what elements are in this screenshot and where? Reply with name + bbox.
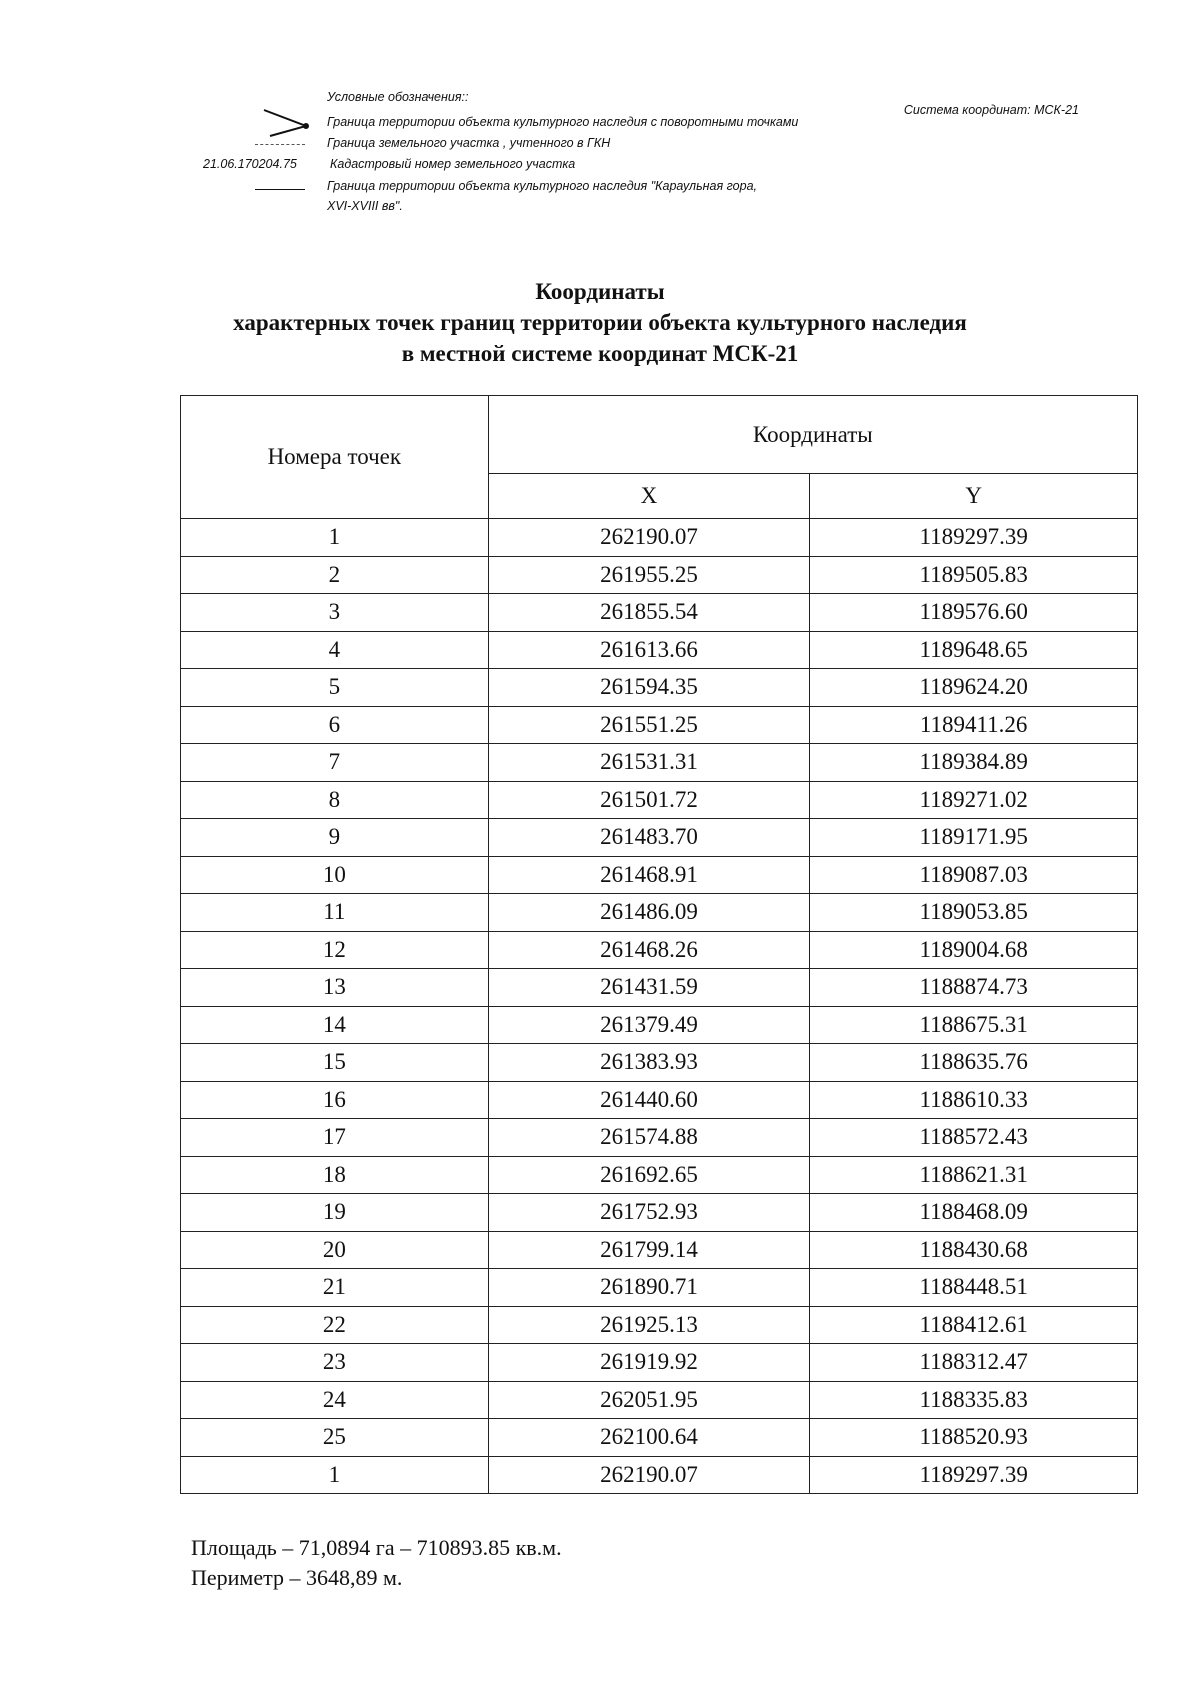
- cell-y: 1188635.76: [810, 1044, 1138, 1082]
- title-line-1: Координаты: [535, 279, 665, 304]
- header-x: X: [488, 474, 810, 519]
- table-row: [181, 1419, 1138, 1457]
- coord-system-label: Система координат: МСК-21: [903, 103, 1079, 117]
- solid-line-icon: [255, 189, 305, 190]
- header-points: Номера точек: [181, 396, 489, 519]
- legend-heading: Условные обозначения::: [327, 90, 469, 104]
- cell-y: 1189087.03: [810, 856, 1138, 894]
- table-row: [181, 1081, 1138, 1119]
- cell-point: 14: [181, 1006, 489, 1044]
- cell-x: 261531.31: [488, 744, 810, 782]
- cell-y: 1189648.65: [810, 631, 1138, 669]
- cell-point: 15: [181, 1044, 489, 1082]
- table-row: [181, 556, 1138, 594]
- table-row: [181, 1044, 1138, 1082]
- table-row: [181, 1381, 1138, 1419]
- cell-point: 24: [181, 1381, 489, 1419]
- cell-y: 1189576.60: [810, 594, 1138, 632]
- cell-y: 1188572.43: [810, 1119, 1138, 1157]
- cell-x: 262190.07: [488, 519, 810, 557]
- table-row: [181, 1306, 1138, 1344]
- dashed-line-icon: [255, 144, 305, 145]
- cell-y: 1188448.51: [810, 1269, 1138, 1307]
- cell-point: 8: [181, 781, 489, 819]
- cell-point: 20: [181, 1231, 489, 1269]
- cell-y: 1189053.85: [810, 894, 1138, 932]
- table-row: [181, 669, 1138, 707]
- cell-x: 261379.49: [488, 1006, 810, 1044]
- table-row: [181, 1269, 1138, 1307]
- cell-point: 13: [181, 969, 489, 1007]
- cell-y: 1188520.93: [810, 1419, 1138, 1457]
- cell-point: 10: [181, 856, 489, 894]
- cell-x: 261468.26: [488, 931, 810, 969]
- cell-y: 1188610.33: [810, 1081, 1138, 1119]
- cell-x: 261890.71: [488, 1269, 810, 1307]
- cell-y: 1188430.68: [810, 1231, 1138, 1269]
- cell-x: 261799.14: [488, 1231, 810, 1269]
- cell-y: 1188412.61: [810, 1306, 1138, 1344]
- legend-item-3: Кадастровый номер земельного участка: [330, 157, 576, 171]
- cell-y: 1189505.83: [810, 556, 1138, 594]
- cell-point: 22: [181, 1306, 489, 1344]
- table-row: [181, 931, 1138, 969]
- coordinates-table: [180, 395, 1138, 1494]
- header-coords: Координаты: [488, 396, 1137, 474]
- table-row: [181, 1344, 1138, 1382]
- cell-point: 23: [181, 1344, 489, 1382]
- cell-y: 1188621.31: [810, 1156, 1138, 1194]
- cell-y: 1189271.02: [810, 781, 1138, 819]
- cell-x: 261613.66: [488, 631, 810, 669]
- cell-y: 1188468.09: [810, 1194, 1138, 1232]
- cell-y: 1188335.83: [810, 1381, 1138, 1419]
- table-row: [181, 781, 1138, 819]
- cell-x: 261594.35: [488, 669, 810, 707]
- cell-x: 261925.13: [488, 1306, 810, 1344]
- cell-y: 1188675.31: [810, 1006, 1138, 1044]
- cell-point: 12: [181, 931, 489, 969]
- table-row: [181, 519, 1138, 557]
- cell-x: 261468.91: [488, 856, 810, 894]
- cell-point: 7: [181, 744, 489, 782]
- table-row: [181, 1006, 1138, 1044]
- perimeter-text: Периметр – 3648,89 м.: [191, 1565, 403, 1590]
- cell-point: 4: [181, 631, 489, 669]
- table-row: [181, 1231, 1138, 1269]
- table-row: [181, 819, 1138, 857]
- cell-x: 261483.70: [488, 819, 810, 857]
- cell-x: 261855.54: [488, 594, 810, 632]
- table-row: [181, 969, 1138, 1007]
- table-row: [181, 631, 1138, 669]
- cell-point: 1: [181, 1456, 489, 1494]
- cell-y: 1189411.26: [810, 706, 1138, 744]
- cell-y: 1189004.68: [810, 931, 1138, 969]
- cell-x: 261431.59: [488, 969, 810, 1007]
- table-row: [181, 744, 1138, 782]
- table-row: [181, 1194, 1138, 1232]
- legend-item-4: Граница территории объекта культурного наследия "Караульная гора,: [327, 179, 758, 193]
- cell-point: 9: [181, 819, 489, 857]
- cell-x: 261919.92: [488, 1344, 810, 1382]
- cell-point: 1: [181, 519, 489, 557]
- cadastral-number-sample: 21.06.170204.75: [203, 157, 297, 171]
- table-row: [181, 1119, 1138, 1157]
- cell-x: 261955.25: [488, 556, 810, 594]
- cell-y: 1189624.20: [810, 669, 1138, 707]
- header-y: Y: [810, 474, 1138, 519]
- table-row: [181, 1156, 1138, 1194]
- cell-y: 1189171.95: [810, 819, 1138, 857]
- cell-x: 262190.07: [488, 1456, 810, 1494]
- cell-x: 262100.64: [488, 1419, 810, 1457]
- cell-x: 261501.72: [488, 781, 810, 819]
- legend-item-1: Граница территории объекта культурного наследия с поворотными точками: [327, 115, 799, 129]
- cell-point: 5: [181, 669, 489, 707]
- legend-item-4-cont: XVI-XVIII вв".: [327, 199, 403, 213]
- cell-point: 6: [181, 706, 489, 744]
- cell-x: 261574.88: [488, 1119, 810, 1157]
- cell-y: 1188312.47: [810, 1344, 1138, 1382]
- area-text: Площадь – 71,0894 га – 710893.85 кв.м.: [191, 1535, 562, 1560]
- title-line-3: в местной системе координат МСК-21: [401, 341, 799, 366]
- cell-point: 25: [181, 1419, 489, 1457]
- cell-x: 262051.95: [488, 1381, 810, 1419]
- cell-y: 1189297.39: [810, 1456, 1138, 1494]
- cell-point: 3: [181, 594, 489, 632]
- cell-x: 261692.65: [488, 1156, 810, 1194]
- cell-y: 1188874.73: [810, 969, 1138, 1007]
- table-row: [181, 594, 1138, 632]
- cell-point: 19: [181, 1194, 489, 1232]
- cell-point: 17: [181, 1119, 489, 1157]
- table-row: [181, 894, 1138, 932]
- cell-x: 261551.25: [488, 706, 810, 744]
- cell-y: 1189384.89: [810, 744, 1138, 782]
- cell-point: 2: [181, 556, 489, 594]
- arrow-boundary-icon: [262, 108, 312, 138]
- cell-x: 261486.09: [488, 894, 810, 932]
- cell-point: 18: [181, 1156, 489, 1194]
- cell-x: 261440.60: [488, 1081, 810, 1119]
- cell-x: 261752.93: [488, 1194, 810, 1232]
- title-line-2: характерных точек границ территории объекта культурного наследия: [233, 310, 967, 335]
- cell-point: 21: [181, 1269, 489, 1307]
- cell-point: 16: [181, 1081, 489, 1119]
- legend-item-2: Граница земельного участка , учтенного в ГКН: [327, 136, 611, 150]
- table-row: [181, 706, 1138, 744]
- cell-y: 1189297.39: [810, 519, 1138, 557]
- cell-point: 11: [181, 894, 489, 932]
- cell-x: 261383.93: [488, 1044, 810, 1082]
- table-row: [181, 1456, 1138, 1494]
- table-row: [181, 856, 1138, 894]
